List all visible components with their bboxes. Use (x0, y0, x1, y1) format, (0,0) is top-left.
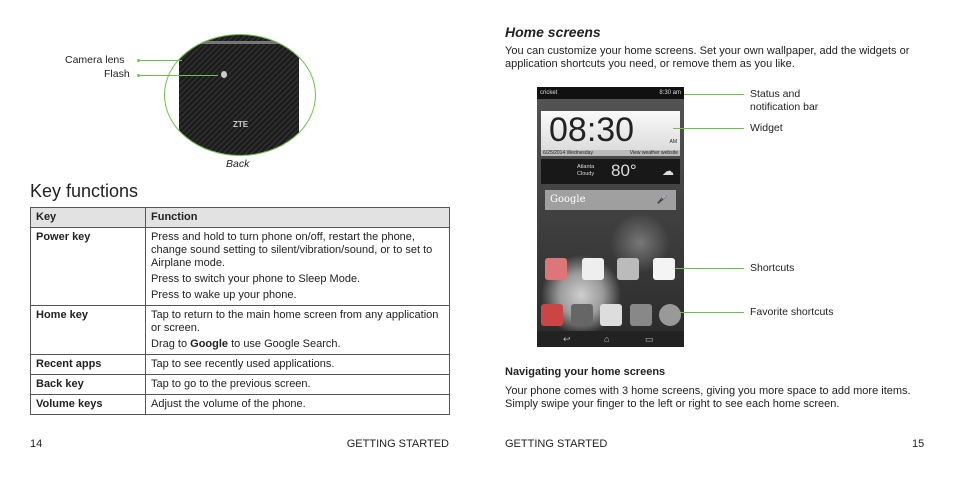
city: Atlanta (577, 164, 595, 170)
navigating-paragraph: Your phone comes with 3 home screens, giving you more space to add more items. Simply swipe your finger to the left or right to see each home screen. (505, 385, 911, 410)
key-functions-table (30, 207, 450, 415)
table-row (31, 355, 450, 375)
bold-text: Google (190, 338, 229, 350)
status-bar (537, 87, 684, 99)
date-bar (541, 150, 680, 156)
text: to use Google Search. (228, 338, 341, 350)
text: Drag to (151, 338, 191, 350)
intro-paragraph: You can customize your home screens. Set your own wallpaper, add the widgets or application shortcuts you need, or remove them as you like. (505, 45, 910, 70)
apps-icon[interactable] (600, 304, 622, 326)
search-label: Google (550, 194, 586, 205)
ampm: AM (669, 139, 677, 145)
callout-favorite-shortcuts: Favorite shortcuts (750, 306, 834, 318)
table-row (31, 306, 450, 355)
phone-edge (179, 41, 299, 44)
key-cell: Back key (31, 375, 146, 395)
zte-logo: ZTE (233, 120, 249, 129)
phone-icon[interactable] (541, 304, 563, 326)
callout-shortcuts: Shortcuts (750, 262, 795, 274)
table-row (31, 375, 450, 395)
temperature: 80° (611, 161, 637, 180)
carrier: cricket (540, 90, 558, 96)
weather-icon: ☁ (662, 164, 674, 178)
google-search-bar[interactable] (545, 190, 676, 210)
key-cell: Recent apps (31, 355, 146, 375)
page-number-left: 14 (30, 438, 43, 450)
back-icon[interactable]: ↩ (563, 334, 571, 344)
table-row (31, 228, 450, 306)
function-cell (146, 306, 450, 355)
section-heading: Key functions (30, 181, 139, 201)
condition: Cloudy (577, 171, 595, 177)
play-store-icon[interactable] (653, 258, 675, 280)
messaging-icon[interactable] (571, 304, 593, 326)
function-text: Press to switch your phone to Sleep Mode. (151, 273, 361, 285)
weather-widget (541, 159, 680, 184)
key-cell: Power key (31, 228, 146, 306)
date: 6/25/2014 Wednesday (543, 150, 593, 156)
weather-link[interactable]: View weather website (629, 150, 678, 156)
footer-section-left: GETTING STARTED (346, 438, 449, 450)
function-text: Press and hold to turn phone on/off, restart the phone, change sound setting to silent/vibration/sound, or to set to Airplane mode. (151, 231, 433, 269)
home-screens-heading: Home screens (505, 24, 601, 40)
recent-apps-icon[interactable]: ▭ (645, 334, 654, 344)
maps-icon[interactable] (630, 304, 652, 326)
google-folder-icon[interactable] (617, 258, 639, 280)
column-header: Key (31, 208, 146, 228)
page-number-right: 15 (912, 438, 925, 450)
callout-flash: Flash (104, 68, 130, 80)
function-cell: Tap to see recently used applications. (146, 355, 450, 375)
callout-status-bar: Status and notification bar (750, 88, 819, 113)
weather-location (577, 164, 594, 178)
clock: 08:30 (549, 111, 635, 149)
function-cell: Tap to go to the previous screen. (146, 375, 450, 395)
function-text: Tap to return to the main home screen from any application or screen. (151, 309, 439, 334)
callout-widget: Widget (750, 122, 783, 134)
function-cell: Adjust the volume of the phone. (146, 395, 450, 415)
contacts-icon[interactable] (545, 258, 567, 280)
status-time: 8:30 am (659, 90, 681, 96)
table-row (31, 395, 450, 415)
footer-section-right: GETTING STARTED (505, 438, 608, 450)
camera-icon[interactable] (659, 304, 681, 326)
carbon-texture (179, 35, 299, 156)
clock-widget (541, 111, 680, 156)
column-header: Function (146, 208, 450, 228)
mic-icon[interactable]: 🎤 (656, 194, 668, 204)
home-screen-image (537, 87, 684, 347)
table-header-row (31, 208, 450, 228)
flash-icon (221, 71, 227, 78)
phone-back-image (164, 34, 316, 156)
key-cell: Volume keys (31, 395, 146, 415)
function-text (151, 338, 444, 351)
function-cell (146, 228, 450, 306)
nav-bar (537, 331, 684, 347)
function-text: Press to wake up your phone. (151, 289, 297, 301)
image-caption: Back (226, 158, 250, 170)
callout-camera-lens: Camera lens (65, 54, 125, 66)
email-icon[interactable] (582, 258, 604, 280)
home-icon[interactable]: ⌂ (604, 334, 610, 344)
navigating-subheading: Navigating your home screens (505, 366, 666, 378)
key-cell: Home key (31, 306, 146, 355)
